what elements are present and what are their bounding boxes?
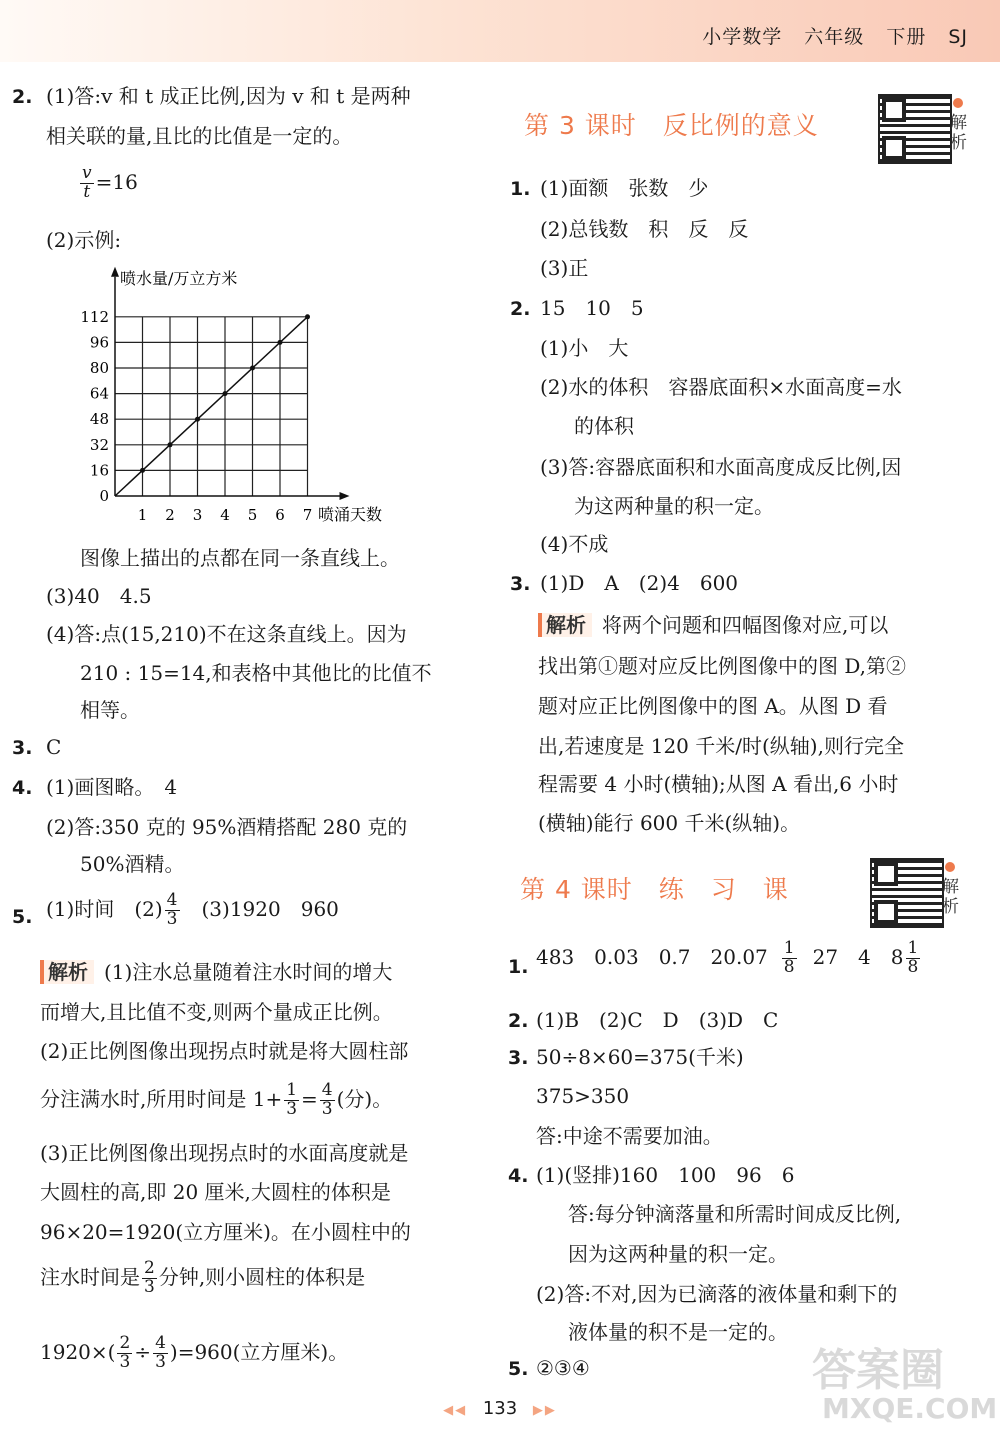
text: (1)注水总量随着注水时间的增大 [104, 960, 393, 984]
y-tick-label: 16 [89, 461, 109, 480]
r2-line6: 为这两种量的积一定。 [574, 494, 774, 518]
q3-answer: C [46, 735, 62, 759]
frac-den: 3 [155, 1351, 166, 1372]
subject: 小学数学 [702, 26, 783, 48]
r3-explanation-4: 出,若速度是 120 千米/时(纵轴),则行完全 [538, 734, 904, 758]
s5-answer: ②③④ [536, 1356, 590, 1380]
text: )=960(立方厘米)。 [169, 1339, 349, 1364]
r1-number: 1. [510, 178, 531, 200]
q5-explanation-3: (2)正比例图像出现拐点时就是将大圆柱部 [40, 1039, 409, 1063]
y-tick-label: 48 [89, 410, 109, 429]
q2-part4c: 相等。 [80, 698, 140, 722]
s4-line2: 答:每分钟滴落量和所需时间成反比例, [568, 1202, 902, 1226]
data-point [168, 442, 173, 447]
s4-line4: (2)答:不对,因为已滴落的液体量和剩下的 [536, 1282, 898, 1306]
frac-den: 3 [119, 1351, 131, 1372]
s3-line1: 50÷8×60=375(千米) [536, 1045, 744, 1069]
text: 483 0.03 0.7 20.07 [536, 944, 768, 969]
text: 分注满水时,所用时间是 1+ [40, 1086, 283, 1111]
data-point [140, 468, 145, 473]
q2-part3: (3)40 4.5 [46, 584, 152, 608]
q2-part4a: (4)答:点(15,210)不在这条直线上。因为 [46, 622, 407, 646]
q5-explanation-1 [40, 960, 392, 984]
q5-part-b: (3)1920 960 [201, 896, 339, 921]
q2-number: 2. [12, 86, 33, 108]
x-tick-label: 3 [192, 506, 203, 524]
r3-explanation-2: 找出第①题对应反比例图像中的图 D,第② [538, 654, 907, 678]
r3-explanation-6: (横轴)能行 600 千米(纵轴)。 [538, 811, 801, 835]
frac-num: 4 [321, 1080, 333, 1100]
prev-arrows-icon: ◀◀ [443, 1403, 468, 1418]
page-number: 133 [482, 1398, 518, 1419]
qr-label[interactable]: 解析 [942, 877, 959, 917]
q2-part4b: 210 : 15=14,和表格中其他比的比值不 [80, 661, 432, 685]
y-axis-label: 喷水量/万立方米 [120, 269, 238, 288]
q5-part-a: (1)时间 (2) [46, 896, 163, 921]
x-tick-label: 1 [137, 506, 148, 524]
r3-line1: (1)D A (2)4 600 [540, 571, 739, 595]
next-arrows-icon: ▶▶ [532, 1403, 557, 1418]
r3-explanation-5: 程需要 4 小时(横轴);从图 A 看出,6 小时 [538, 772, 899, 796]
frac-den: 3 [166, 908, 178, 929]
analysis-tag: 解析 [538, 613, 592, 637]
s2-answer: (1)B (2)C D (3)D C [536, 1008, 779, 1032]
frac-den: 8 [907, 956, 919, 977]
q5-explanation-4 [40, 1082, 392, 1119]
q2-line1: (1)答:v 和 t 成正比例,因为 v 和 t 是两种 [46, 84, 411, 108]
graph-caption: 图像上描出的点都在同一条直线上。 [80, 546, 400, 570]
q5-explanation-8 [40, 1260, 365, 1297]
watermark-url: MXQE.COM [822, 1392, 998, 1425]
q5-explanation-5: (3)正比例图像出现拐点时的水面高度就是 [40, 1141, 409, 1165]
chart-axes [111, 267, 350, 500]
text: 分钟,则小圆柱的体积是 [158, 1264, 366, 1289]
frac-num: 1 [907, 938, 919, 958]
divide: ÷ [134, 1339, 152, 1364]
x-tick-label: 5 [247, 506, 258, 524]
s1-number: 1. [508, 956, 529, 978]
r2-line5: (3)答:容器底面积和水面高度成反比例,因 [540, 455, 902, 479]
r2-line7: (4)不成 [540, 532, 609, 556]
text: 注水时间是 [40, 1264, 140, 1289]
s3-line3: 答:中途不需要加油。 [536, 1124, 723, 1148]
lesson-3-title: 第 3 课时 反比例的意义 [524, 111, 819, 140]
r1-line2: (2)总钱数 积 反 反 [540, 217, 749, 241]
x-tick-label: 2 [165, 506, 175, 524]
s5-number: 5. [508, 1358, 529, 1380]
q5-explanation-2: 而增大,且比值不变,则两个量成正比例。 [40, 1000, 393, 1024]
q5-explanation-9 [40, 1335, 348, 1372]
s3-line2: 375>350 [536, 1084, 630, 1108]
q2-fraction-equation [78, 165, 138, 202]
s1-answers [536, 940, 922, 977]
chart-series [115, 314, 310, 496]
x-tick-label: 4 [220, 506, 230, 524]
s2-number: 2. [508, 1010, 529, 1032]
y-axis-arrow [111, 267, 119, 277]
frac-num: 4 [166, 890, 178, 910]
text: 将两个问题和四幅图像对应,可以 [602, 613, 889, 637]
frac-num: 2 [119, 1333, 131, 1353]
s4-line1: (1)(竖排)160 100 96 6 [536, 1163, 795, 1187]
x-tick-label: 6 [275, 506, 285, 524]
qr-code[interactable] [878, 94, 952, 164]
grade: 六年级 [804, 26, 865, 48]
analysis-tag: 解析 [40, 960, 94, 984]
frac-den: t [83, 181, 91, 202]
qr-label[interactable]: 解析 [950, 113, 967, 153]
r2-line3: (2)水的体积 容器底面积×水面高度=水 [540, 375, 902, 399]
q5-explanation-7: 96×20=1920(立方厘米)。在小圆柱中的 [40, 1220, 411, 1244]
x-axis-arrow [340, 492, 350, 500]
y-tick-label: 96 [89, 333, 109, 352]
frac-den: 3 [321, 1098, 333, 1119]
q2-line2: 相关联的量,且比的比值是一定的。 [46, 124, 353, 148]
r2-number: 2. [510, 298, 531, 320]
y-tick-label: 32 [89, 435, 109, 454]
text: 27 4 8 [812, 944, 904, 969]
equation-rhs: =16 [95, 169, 138, 194]
q4-line3: 50%酒精。 [80, 852, 185, 876]
q2-part2: (2)示例: [46, 228, 122, 252]
r1-line1: (1)面额 张数 少 [540, 176, 709, 200]
data-point [195, 417, 200, 422]
r2-line4: 的体积 [574, 414, 634, 438]
frac-num: 2 [144, 1258, 155, 1278]
qr-dot-icon [953, 98, 963, 108]
s4-line3: 因为这两种量的积一定。 [568, 1242, 788, 1266]
s4-number: 4. [508, 1165, 529, 1187]
s4-line5: 液体量的积不是一定的。 [568, 1320, 788, 1344]
x-tick-label: 7 [302, 506, 313, 524]
q4-line1: (1)画图略。 4 [46, 775, 178, 799]
x-axis-label: 喷涌天数 [318, 505, 383, 524]
frac-num: v [82, 163, 92, 183]
data-point [305, 314, 310, 319]
text: 1920×( [40, 1339, 116, 1364]
y-tick-label: 112 [80, 307, 109, 326]
q4-line2: (2)答:350 克的 95%酒精搭配 280 克的 [46, 815, 408, 839]
data-point [250, 366, 255, 371]
volume: 下册 [886, 26, 927, 48]
proportion-chart [70, 262, 490, 532]
q3-number: 3. [12, 737, 33, 759]
qr-dot-icon [945, 862, 955, 872]
watermark-logo: 答案圈 [812, 1345, 944, 1396]
r1-line3: (3)正 [540, 256, 589, 280]
frac-num: 4 [155, 1333, 166, 1353]
q4-number: 4. [12, 777, 33, 799]
frac-den: 3 [286, 1098, 298, 1119]
text: (分)。 [336, 1086, 393, 1111]
y-tick-label: 80 [89, 359, 109, 377]
q5-explanation-6: 大圆柱的高,即 20 厘米,大圆柱的体积是 [40, 1180, 391, 1204]
r3-number: 3. [510, 573, 531, 595]
frac-den: 8 [783, 956, 795, 977]
equals: = [301, 1086, 318, 1111]
y-tick-label: 64 [89, 384, 109, 403]
q5-answer [46, 892, 339, 929]
frac-num: 1 [286, 1080, 298, 1100]
data-point [278, 340, 283, 345]
lesson-4-title: 第 4 课时 练 习 课 [520, 875, 789, 904]
qr-code[interactable] [870, 858, 944, 928]
q5-number: 5. [12, 906, 33, 928]
running-header [680, 22, 968, 49]
s3-number: 3. [508, 1047, 529, 1069]
y-tick-label: 0 [99, 487, 109, 505]
r3-explanation-3: 题对应正比例图像中的图 A。从图 D 看 [538, 694, 888, 718]
frac-num: 1 [783, 938, 795, 958]
data-point [223, 391, 228, 396]
r2-line2: (1)小 大 [540, 336, 629, 360]
frac-den: 3 [144, 1276, 155, 1297]
edition: SJ [948, 26, 968, 48]
r3-explanation-1 [538, 613, 888, 637]
r2-line1: 15 10 5 [540, 296, 644, 320]
